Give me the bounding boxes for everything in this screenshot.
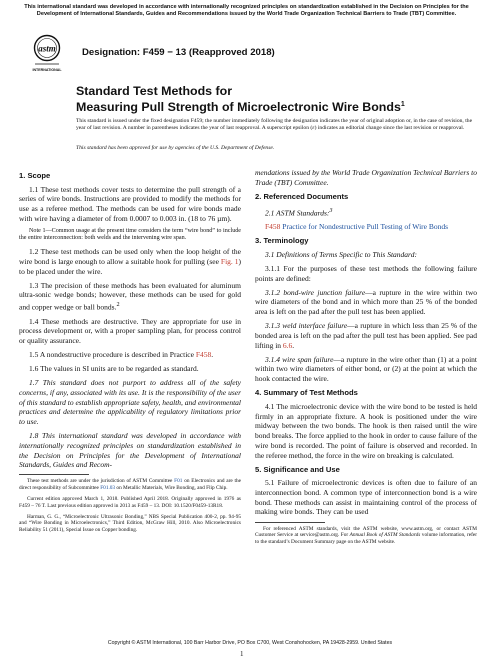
page-number: 1 xyxy=(240,650,244,658)
para-1-8: 1.8 This international standard was developed in accordance with internationally recognized principles on standardization established in the Decision on Principles for the Development of International Standards, Guides and Recom- xyxy=(19,431,241,470)
para-1-3: 1.3 The precision of these methods has been evaluated for aluminum ultra-sonic wedge bonds; however, these methods can be used for gold and copper wedge or ball bonds.$^2$ xyxy=(19,280,241,312)
title-footnote-ref: 1 xyxy=(400,101,405,109)
reference-code[interactable]: F458 xyxy=(265,222,281,232)
f01-link[interactable]: F01 xyxy=(174,478,183,485)
header-notice: This international standard was developed in accordance with internationally recognized principles on standardization established in the Decision on Principles for the Development of International Standards, Guides and Recommendations issued by the World Trade Organization Technical Barriers to Trade (TBT) Committee. xyxy=(24,4,469,17)
para-3-1-4: 3.1.4 wire span failure—a rupture in the wire other than (1) at a point within two wire diameters of either bond, or (2) at the point at which the hook contacted the wire. xyxy=(255,354,477,384)
footnote-divider-right xyxy=(255,522,325,523)
designation: Designation: F459 − 13 (Reapproved 2018) xyxy=(82,47,275,58)
section-heading-significance: 5. Significance and Use xyxy=(255,464,340,474)
dod-approval-notice: This standard has been approved for use by agencies of the U.S. Department of Defense. xyxy=(76,145,275,151)
para-3-1-3: 3.1.3 weld interface failure—a rupture in which less than 25 % of the bonded area is left on the pad after the pull test has been applied. See pad lifting in 6.6. xyxy=(255,321,477,350)
fig-1-link[interactable]: Fig. 1 xyxy=(220,256,239,266)
para-1-2: 1.2 These test methods can be used only when the loop height of the wire bond is large enough to allow a suitable hook for pulling (see Fig. 1) to be placed under the wire. xyxy=(19,247,241,276)
reference-title[interactable]: Practice for Nondestructive Pull Testing of Wire Bonds xyxy=(280,222,449,232)
footnote-ref-2: 2 xyxy=(116,301,120,309)
logo-label: INTERNATIONAL xyxy=(32,68,62,72)
right-column xyxy=(255,168,477,550)
para-4-1: 4.1 The microelectronic device with the wire bond to be tested is held firmly in an appropriate fixture. A hook is positioned under the wire midway between the two bonds. The hook is then raised until the wire bond breaks. The force applied to the hook in order to cause failure of the wire bond is recorded. The point of failure is observed and recorded. In the referee method, the force in the wire on breaking is calculated. xyxy=(255,401,477,460)
footnote-1-edition: Current edition approved March 1, 2018. Published April 2018. Originally approved in 1976 as F459 – 76 T. Last previous edition approved in 2013 as F459 – 13. DOI: 10.1520/F0459-13R18. xyxy=(19,495,241,509)
para-1-8-continued: mendations issued by the World Trade Organization Technical Barriers to Trade (TBT) Committee. xyxy=(255,168,477,187)
para-3-1-1: 3.1.1 For the purposes of these test methods the following failure points are defined: xyxy=(255,263,477,283)
title-line-1: Standard Test Methods for xyxy=(76,84,233,98)
copyright-line: Copyright © ASTM International, 100 Barr Harbor Drive, PO Box C700, West Conshohocken, PA 19428-2959. United States xyxy=(107,640,393,646)
title-line-2: Measuring Pull Strength of Microelectronic Wire Bonds$^1$ xyxy=(76,100,405,115)
para-5-1: 5.1 Failure of microelectronic devices is often due to failure of an interconnection bond. A common type of interconnection bond is a wire bond. These methods can assist in maintaining control of the process of making wire bonds. They can be used xyxy=(255,478,477,517)
para-3-1: 3.1 Definitions of Terms Specific to This Standard: xyxy=(265,249,417,259)
reference-f458[interactable] xyxy=(255,222,477,232)
section-heading-summary: 4. Summary of Test Methods xyxy=(255,388,358,398)
issuance-notice: This standard is issued under the fixed designation F459; the number immediately following the designation indicates the year of original adoption or, in the case of revision, the year of last revision. A number in parentheses indicates the year of last reapproval. A superscript epsilon (ε) indicates an editorial change since the last revision or reapproval. xyxy=(76,118,473,131)
footnote-ref-3: 3 xyxy=(329,206,333,214)
note-1: Note 1—Common usage at the present time considers the term “wire bond” to include the entire interconnection: both welds and the intervening wire span. xyxy=(19,227,241,242)
para-3-1-2: 3.1.2 bond-wire junction failure—a rupture in the wire within two wire diameters of the bond and in which more than 25 % of the bonded area is left on the pad after the pull test has been applied. xyxy=(255,287,477,317)
section-6-6-link[interactable]: 6.6 xyxy=(282,340,293,350)
footnote-3: For referenced ASTM standards, visit the ASTM website, www.astm.org, or contact ASTM Customer Service at service@astm.org. For Annual Book of ASTM Standards volume information, refer to the standard’s Document Summary page on the ASTM website. xyxy=(255,525,477,545)
para-1-6: 1.6 The values in SI units are to be regarded as standard. xyxy=(29,364,199,374)
astm-logo xyxy=(32,34,62,76)
footnote-divider xyxy=(19,474,89,475)
section-heading-terminology: 3. Terminology xyxy=(255,236,309,246)
svg-text:astm: astm xyxy=(38,43,56,54)
document-title xyxy=(76,84,476,115)
f01-03-link[interactable]: F01.03 xyxy=(100,485,116,491)
para-2-1: 2.1 ASTM Standards:$^3$ xyxy=(265,206,333,217)
para-1-5: 1.5 A nondestructive procedure is described in Practice F458. xyxy=(29,350,214,360)
section-heading-scope: 1. Scope xyxy=(19,171,51,180)
para-1-4: 1.4 These methods are destructive. They are appropriate for use in process development or, with a proper sampling plan, for process control or quality assurance. xyxy=(19,316,241,346)
f458-link[interactable]: F458 xyxy=(195,350,212,360)
left-column xyxy=(19,168,241,538)
footnote-1: These test methods are under the jurisdiction of ASTM Committee F01 on Electronics and are the direct responsibility of Subcommittee F01.03 on Metallic Materials, Wire Bonding, and Flip Chip. xyxy=(19,478,241,491)
footnote-2: Harman, G. G., “Microelectronic Ultrasonic Bonding,” NBS Special Publication 400-2, pp. 94-95 and “Wire Bonding in Microelectronics,” Third Edition, McGraw Hill, 2010. Also Microelectronics Reliability 51 (2011), Special Issue on Copper bonding. xyxy=(19,513,241,533)
para-1-1: 1.1 These test methods cover tests to determine the pull strength of a series of wire bonds. Instructions are provided to modify the methods for use as a referee method. The methods can be used for wire bonds made with wire having a diameter of from 0.0007 to 0.003 in. (18 to 76 µm). xyxy=(19,184,241,223)
section-heading-referenced-documents: 2. Referenced Documents xyxy=(255,191,349,201)
para-1-7: 1.7 This standard does not purport to address all of the safety concerns, if any, associated with its use. It is the responsibility of the user of this standard to establish appropriate safety, health, and environmental practices and determine the applicability of regulatory limitations prior to use. xyxy=(19,378,241,427)
